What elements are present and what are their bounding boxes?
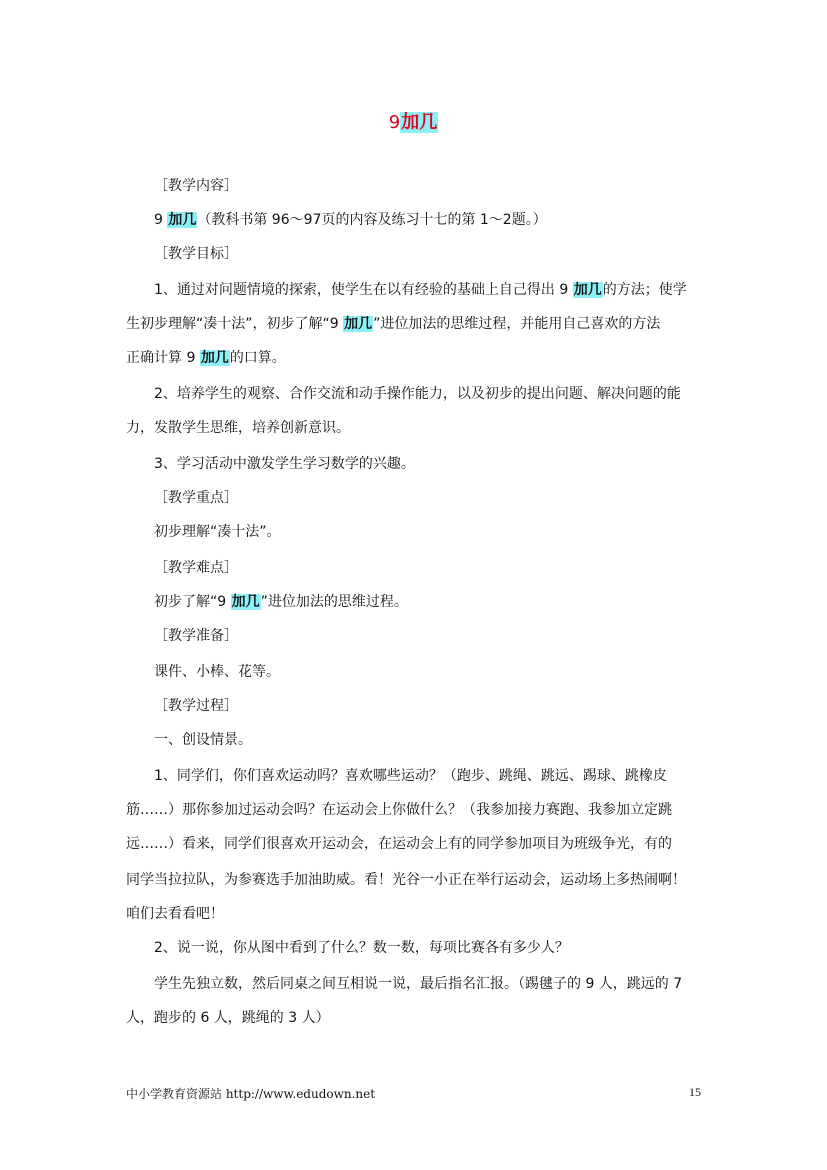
paragraph-line: 一、创设情景。 <box>154 732 252 748</box>
paragraph-line: 远……）看来，同学们很喜欢开运动会，在运动会上有的同学参加项目为班级争光，有的 <box>126 836 672 852</box>
section-heading: ［教学过程］ <box>154 698 238 714</box>
paragraph-line: 2、培养学生的观察、合作交流和动手操作能力，以及初步的提出问题、解决问题的能 <box>154 386 681 402</box>
title-highlight: 加几 <box>401 112 438 133</box>
paragraph-line: 3、学习活动中激发学生学习数学的兴趣。 <box>154 456 415 472</box>
paragraph-line: 人，跑步的 6 人，跳绳的 3 人） <box>126 1010 330 1026</box>
section-heading: ［教学内容］ <box>154 178 238 194</box>
paragraph-line: 正确计算 9 加几的口算。 <box>126 350 286 366</box>
page-number: 15 <box>689 1085 701 1099</box>
page-title: 9加几 <box>388 112 438 133</box>
paragraph-line: 初步理解“凑十法”。 <box>154 524 281 540</box>
paragraph-line: 初步了解“9 加几”进位加法的思维过程。 <box>154 594 408 610</box>
paragraph-line: 咱们去看看吧！ <box>126 906 224 922</box>
paragraph-line: 同学当拉拉队，为参赛选手加油助威。看！光谷一小正在举行运动会，运动场上多热闹啊！ <box>126 872 686 888</box>
footer-source: 中小学教育资源站 http://www.edudown.net <box>126 1087 376 1101</box>
paragraph-line: 学生先独立数，然后同桌之间互相说一说，最后指名汇报。（踢毽子的 9 人，跳远的 7 <box>154 976 683 992</box>
paragraph-line: 1、同学们，你们喜欢运动吗？喜欢哪些运动？（跑步、跳绳、跳远、踢球、跳橡皮 <box>154 768 667 784</box>
paragraph-line: 9 加几（教科书第 96～97页的内容及练习十七的第 1～2题。） <box>154 212 547 228</box>
paragraph-line: 力，发散学生思维，培养创新意识。 <box>126 420 350 436</box>
paragraph-line: 生初步理解“凑十法”，初步了解“9 加几”进位加法的思维过程，并能用自己喜欢的方法 <box>126 316 661 332</box>
section-heading: ［教学准备］ <box>154 628 238 644</box>
paragraph-line: 1、通过对问题情境的探索，使学生在以有经验的基础上自己得出 9 加几的方法；使学 <box>154 282 687 298</box>
paragraph-line: 2、说一说，你从图中看到了什么？数一数，每项比赛各有多少人？ <box>154 940 569 956</box>
section-heading: ［教学目标］ <box>154 246 238 262</box>
paragraph-line: 筋……）那你参加过运动会吗？在运动会上你做什么？（我参加接力赛跑、我参加立定跳 <box>126 802 672 818</box>
section-heading: ［教学重点］ <box>154 490 238 506</box>
paragraph-line: 课件、小棒、花等。 <box>154 664 280 680</box>
section-heading: ［教学难点］ <box>154 560 238 576</box>
